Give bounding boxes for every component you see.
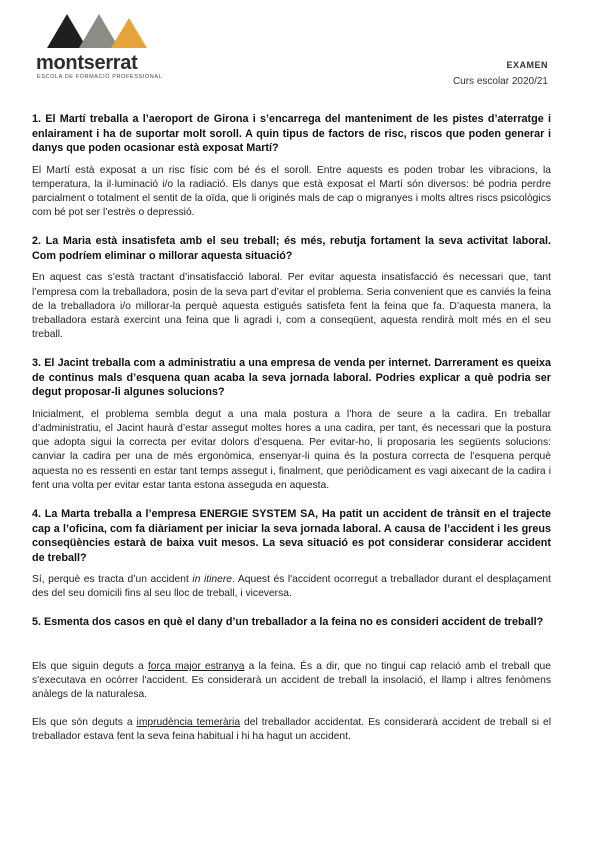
answer-4-text-end: . Aquest és l'accident ocorregut a treballador durant el desplaçament des del seu domicili fins al seu lloc de treball, i viceversa.	[32, 574, 552, 600]
answer-1: El Martí està exposat a un risc físic com bé és el soroll. Entre aquests es poden trobar les vibracions, la temperatura, la il·luminació i/o la radiació. Els danys que està exposat el Martí són diversos: bé podria perdre parcialment o totalment el sentit de la oïda, que li originés mals de cap o migranyes i molts altres riscs psicològics com bé pot ser l’estrès o depressió.	[32, 164, 551, 219]
question-5: 5. Esmenta dos casos en què el dany d’un treballador a la feina no es consideri accident de treball?	[32, 616, 544, 629]
question-1: 1. El Martí treballa a l’aeroport de Girona i s’encarrega del manteniment de les pistes d’aterratge i enlairament i ha de suportar molt soroll. A quin tipus de factors de risc, riscos que poden generar i danys que poden ocasionar està exposat Martí?	[32, 113, 551, 154]
answer-5-p2-text: Els que són deguts a	[32, 716, 137, 728]
answer-4	[32, 573, 551, 601]
answer-4-emphasis: in itinere	[192, 574, 233, 586]
answer-5-paragraph-1	[32, 660, 551, 703]
answer-4-text: Sí, perquè es tracta d’un accident	[32, 574, 193, 586]
answer-5-p1-text-end: a la feina. És a dir, que no tingui cap relació amb el treball que s'executava en ocórrer l'accident. Es considerarà un accident de treball la insolació, el llamp i altres fenòmens anàlegs de la naturalesa.	[32, 660, 551, 701]
answer-5-paragraph-2	[32, 716, 551, 744]
brand-name: montserrat	[36, 52, 138, 74]
answer-5-p1-text: Els que siguin deguts a	[32, 660, 148, 672]
question-4: 4. La Marta treballa a l’empresa ENERGIE SYSTEM SA, Ha patit un accident de trànsit en el trajecte cap a l’oficina, com fa diàriament per iniciar la seva jornada laboral. A causa de l’accident i les greus conseqüències estarà de baixa vuit mesos. La seva situació es pot considerar considerar accident de treball?	[32, 508, 551, 564]
logo-shapes-icon	[37, 12, 157, 52]
answer-2: En aquest cas s’està tractant d’insatisfacció laboral. Per evitar aquesta insatisfacció és necessari que, tant l’empresa com la treballadora, posin de la seva part d’evitar el problema. Seria convenient que es canviés la feina de la treballadora i/o millorar-la perquè aquesta estigués satisfeta fent la feina que fa. D’aquesta manera, la treballadora estarà exercint una feina que li agradi i, com a conseqüent, aquesta rendirà molt més en el seu treball.	[32, 272, 551, 341]
brand-subtitle: ESCOLA DE FORMACIÓ PROFESSIONAL	[37, 74, 163, 80]
answer-3: Inicialment, el problema sembla degut a una mala postura a l’hora de seure a la cadira. En treballar d’administratiu, el Jacint haurà d’estar assegut moltes hores a una cadira, per tant, és necessari que la postura que adopta sigui la correcta per evitar dolors d’esquena. Per evitar-ho, li proposaria les següents solucions: canviar la cadira per una de més ergonòmica, ensenyar-li quina és la postura correcta de l’esquena perquè aquesta no es ressenti en estar tant temps assegut i, finalment, que periòdicament es vagi aixecant de la cadira i fent una volta per evitar estar tanta estona asseguda en aquesta.	[32, 408, 551, 491]
exam-content	[32, 112, 551, 744]
question-2: 2. La Maria està insatisfeta amb el seu treball; és més, rebutja fortament la seva activitat laboral. Com podríem eliminar o millorar aquesta situació?	[32, 235, 551, 262]
question-3: 3. El Jacint treballa com a administratiu a una empresa de venda per internet. Darrerament es queixa de continus mals d’esquena quan acaba la seva jornada laboral. Podries explicar a què podria ser degut proposar-li algunes solucions?	[32, 357, 551, 399]
exam-label: EXAMEN	[506, 60, 548, 70]
course-year: Curs escolar 2020/21	[452, 76, 548, 87]
answer-5-p1-underlined: força major estranya	[147, 660, 245, 672]
answer-5-p2-text-end: del treballador accidentat. Es considerarà accident de treball si el treballador estava fent la seva feina habitual i hi ha hagut un accident.	[32, 716, 551, 742]
answer-5-p2-underlined: imprudència temerària	[136, 716, 241, 728]
